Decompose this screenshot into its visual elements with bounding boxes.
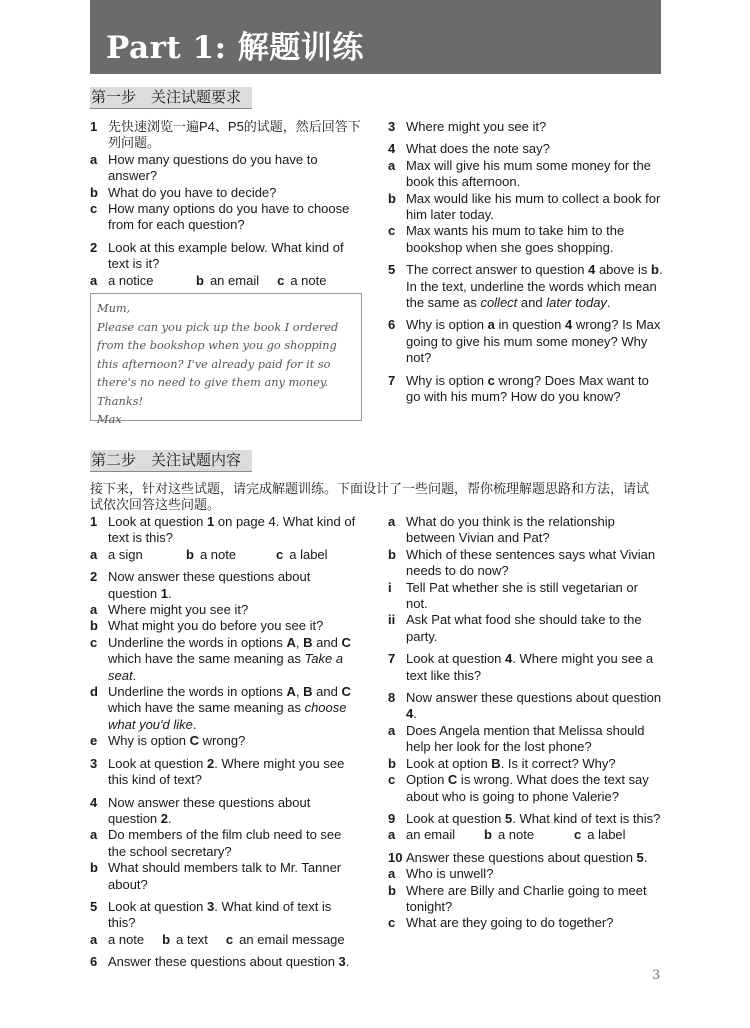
list-item: b What might you do before you see it?	[90, 618, 324, 634]
list-item: 7 Why is option c wrong? Does Max want to go with his mum? How do you know?	[388, 372, 649, 405]
list-item: 5 The correct answer to question 4 above is b. In the text, underline the words which mean the same as collect and later today.	[388, 262, 663, 311]
step1-heading: 第一步 关注试题要求	[90, 87, 252, 109]
note-line: Mum,	[97, 302, 131, 315]
note-line: Max	[97, 413, 122, 426]
list-item: i Tell Pat whether she is still vegetarian or not.	[388, 579, 638, 612]
list-item: 2 Look at this example below. What kind of text is it?	[90, 239, 344, 272]
step1-right-column	[388, 119, 663, 406]
list-item: b Where are Billy and Charlie going to meet tonight?	[388, 882, 647, 914]
list-item: 4 Now answer these questions about question 2.	[90, 794, 311, 826]
list-item: a How many questions do you have to answer?	[90, 151, 318, 184]
list-item: a What do you think is the relationship between Vivian and Pat?	[388, 514, 615, 546]
list-item: c Underline the words in options A, B and C which have the same meaning as Take a seat.	[90, 634, 351, 683]
list-item: 3 Where might you see it?	[388, 119, 547, 134]
list-item: 1 Look at question 1 on page 4. What kind of text is this?	[90, 514, 356, 546]
page-title: Part 1: 解题训练	[106, 30, 364, 66]
list-item: 10 Answer these questions about question 5.	[388, 849, 648, 865]
list-item: 5 Look at question 3. What kind of text is this?	[90, 898, 332, 931]
note-line: Please can you pick up the book I ordered	[97, 320, 339, 334]
list-item: a Who is unwell?	[388, 866, 494, 882]
list-item: b Which of these sentences says what Vivian needs to do now?	[388, 546, 656, 579]
step1-left-column	[90, 119, 362, 289]
step2-heading: 第二步 关注试题内容	[90, 450, 252, 472]
list-item: b What should members talk to Mr. Tanner about?	[90, 860, 342, 892]
list-item: a Max will give his mum some money for the book this afternoon.	[388, 157, 651, 190]
q1-options: a a sign b a note c a label	[90, 546, 328, 562]
q5-options: a a note b a text c an email message	[90, 931, 345, 947]
handwritten-note	[90, 293, 362, 426]
list-item: b Max would like his mum to collect a book for him later today.	[388, 190, 661, 223]
step2-right-column	[388, 514, 663, 932]
step2-intro: 接下来，针对这些试题，请完成解题训练。下面设计了一些问题，帮你梳理解题思路和方法，请试试依次回答这些问题。	[90, 481, 650, 513]
title-banner	[90, 0, 661, 74]
list-item: c What are they going to do together?	[388, 915, 614, 931]
list-item: 1 先快速浏览一遍P4、P5的试题，然后回答下列问题。	[90, 119, 361, 151]
list-item: c How many options do you have to choose from for each question?	[90, 201, 350, 233]
list-item: b What do you have to decide?	[90, 184, 277, 200]
list-item: ii Ask Pat what food she should take to the party.	[388, 612, 642, 644]
list-item: a Do members of the film club need to see the school secretary?	[90, 827, 342, 859]
list-item: 9 Look at question 5. What kind of text is this?	[388, 810, 661, 826]
list-item: 6 Answer these questions about question 3.	[90, 954, 350, 970]
note-line: this afternoon? I've already paid for it so	[97, 357, 331, 371]
list-item: 6 Why is option a in question 4 wrong? Is Max going to give his mum some money? Why not?	[388, 317, 661, 366]
list-item: c Option C is wrong. What does the text say about who is going to phone Valerie?	[388, 772, 649, 804]
list-item: 8 Now answer these questions about question 4.	[388, 690, 662, 722]
list-item: 3 Look at question 2. Where might you see this kind of text?	[90, 755, 345, 788]
note-line: Thanks!	[97, 394, 144, 408]
list-item: b Look at option B. Is it correct? Why?	[388, 755, 616, 771]
list-item: e Why is option C wrong?	[90, 733, 246, 749]
page-number: 3	[652, 968, 661, 983]
q9-options: a an email b a note c a label	[388, 827, 626, 843]
list-item: a Where might you see it?	[90, 602, 249, 618]
list-item: c Max wants his mum to take him to the bookshop when she goes shopping.	[388, 223, 625, 255]
note-line: there's no need to give them any money.	[97, 376, 329, 389]
list-item: d Underline the words in options A, B and C which have the same meaning as choose what you'd like.	[90, 684, 351, 732]
list-item: 2 Now answer these questions about question 1.	[90, 569, 311, 601]
list-item: 4 What does the note say?	[388, 141, 550, 157]
q2-options: a a notice b an email c a note	[90, 272, 327, 288]
note-line: from the bookshop when you go shopping	[97, 339, 337, 352]
list-item: a Does Angela mention that Melissa should help her look for the lost phone?	[388, 722, 645, 755]
step2-left-column	[90, 514, 362, 971]
list-item: 7 Look at question 4. Where might you see a text like this?	[388, 651, 654, 683]
